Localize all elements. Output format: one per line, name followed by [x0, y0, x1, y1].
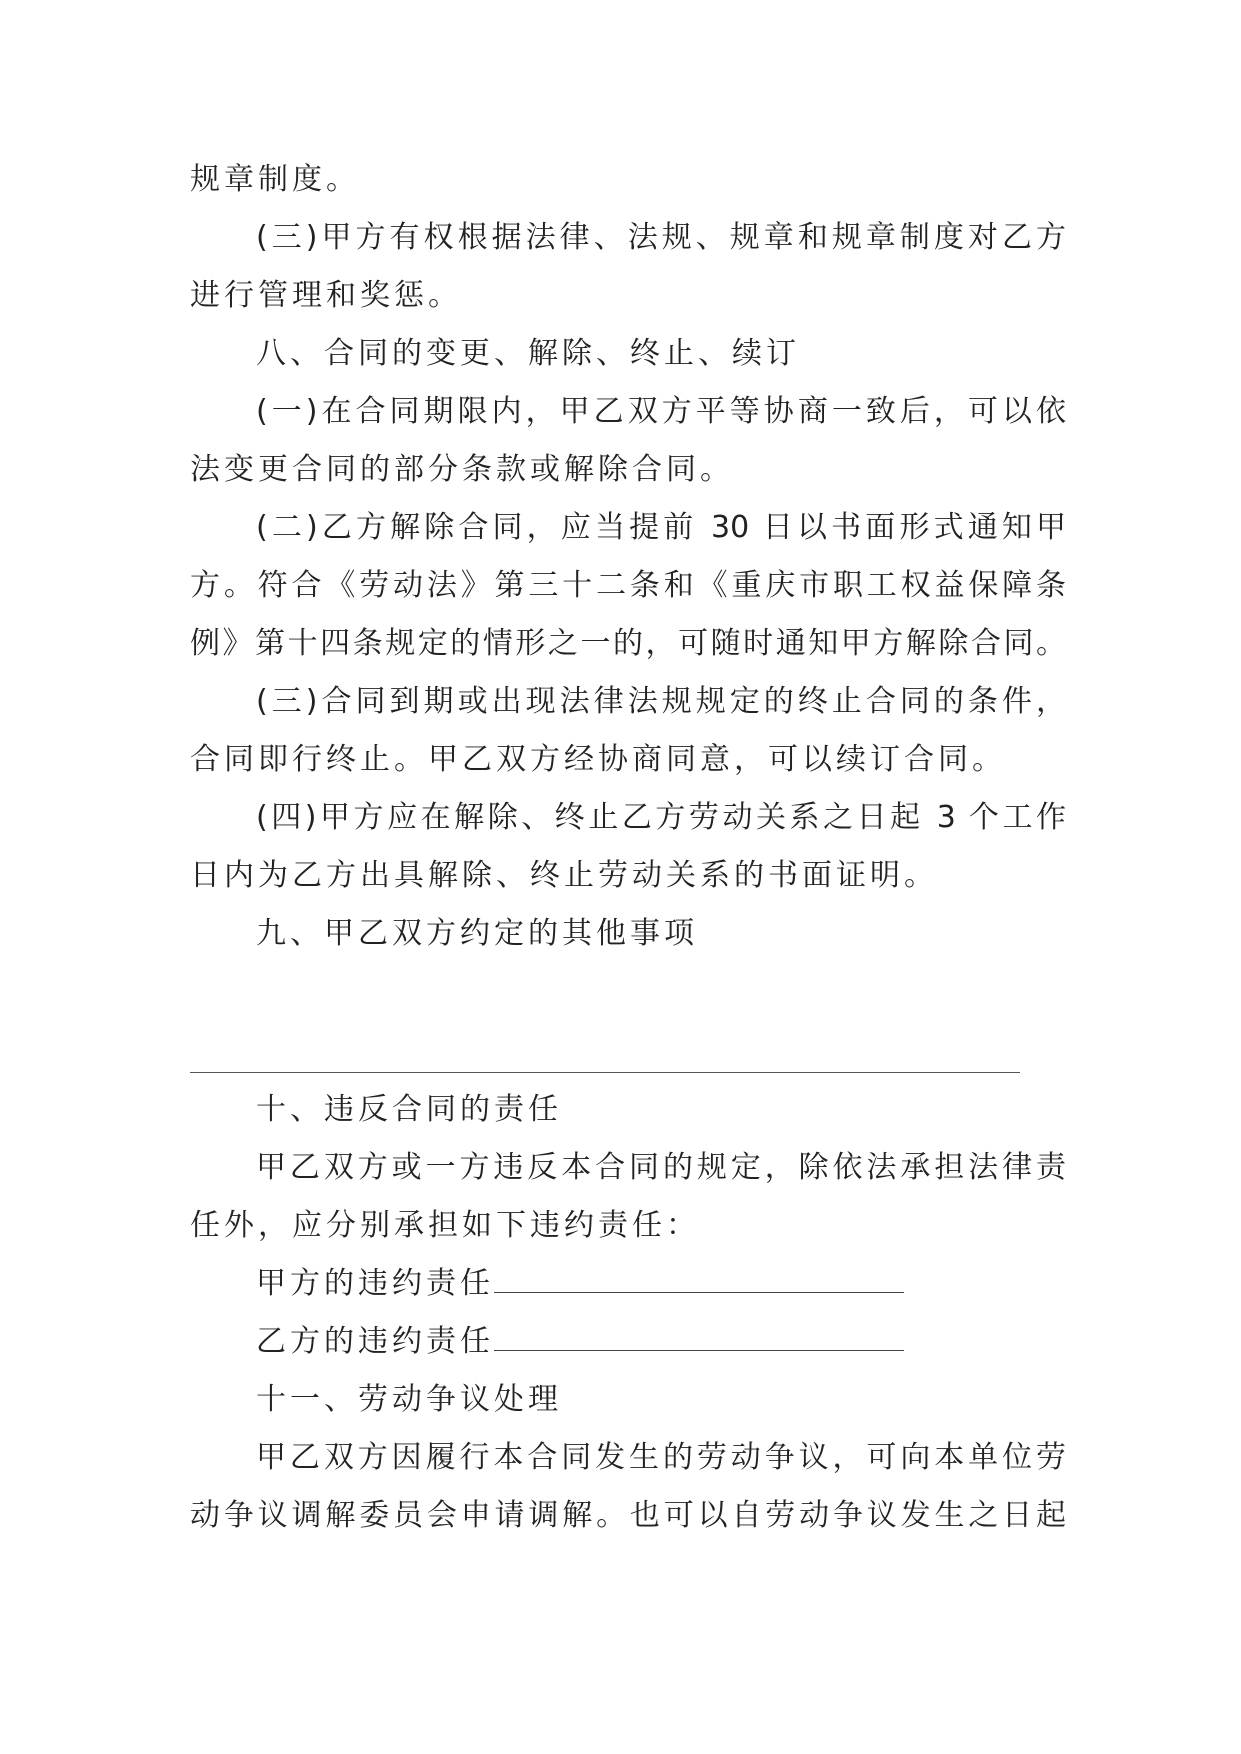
- party-a-liability-label: 甲方的违约责任: [256, 1266, 494, 1301]
- text-line: 方。符合《劳动法》第三十二条和《重庆市职工权益保障条: [190, 568, 1066, 603]
- text-line: 甲乙双方或一方违反本合同的规定，除依法承担法律责: [256, 1150, 1066, 1185]
- party-b-liability-label: 乙方的违约责任: [256, 1324, 494, 1359]
- party-b-liability-blank: [494, 1322, 904, 1351]
- text-line: (二)乙方解除合同，应当提前 30 日以书面形式通知甲: [256, 510, 1066, 545]
- text-line: 动争议调解委员会申请调解。也可以自劳动争议发生之日起: [190, 1498, 1066, 1533]
- party-a-liability-blank: [494, 1264, 904, 1293]
- party-a-liability: [256, 1264, 1136, 1304]
- text-line: (三)甲方有权根据法律、法规、规章和规章制度对乙方: [256, 220, 1066, 255]
- section-heading: 十、违反合同的责任: [256, 1092, 562, 1127]
- text-line: 例》第十四条规定的情形之一的，可随时通知甲方解除合同。: [190, 626, 1066, 661]
- text-line: 任外，应分别承担如下违约责任：: [190, 1208, 700, 1243]
- text-line: 合同即行终止。甲乙双方经协商同意，可以续订合同。: [190, 742, 1006, 777]
- text-line: 进行管理和奖惩。: [190, 278, 462, 313]
- text-line: 规章制度。: [190, 162, 360, 197]
- text-line: (一)在合同期限内，甲乙双方平等协商一致后，可以依: [256, 394, 1066, 429]
- text-line: 甲乙双方因履行本合同发生的劳动争议，可向本单位劳: [256, 1440, 1066, 1475]
- section-heading: 九、甲乙双方约定的其他事项: [256, 916, 698, 951]
- section-heading: 八、合同的变更、解除、终止、续订: [256, 336, 800, 371]
- section-heading: 十一、劳动争议处理: [256, 1382, 562, 1417]
- text-line: (三)合同到期或出现法律法规规定的终止合同的条件，: [256, 684, 1066, 719]
- text-line: 日内为乙方出具解除、终止劳动关系的书面证明。: [190, 858, 938, 893]
- fill-in-rule: [190, 1072, 1020, 1073]
- text-line: 法变更合同的部分条款或解除合同。: [190, 452, 734, 487]
- text-line: (四)甲方应在解除、终止乙方劳动关系之日起 3 个工作: [256, 800, 1066, 835]
- party-b-liability: [256, 1322, 1136, 1362]
